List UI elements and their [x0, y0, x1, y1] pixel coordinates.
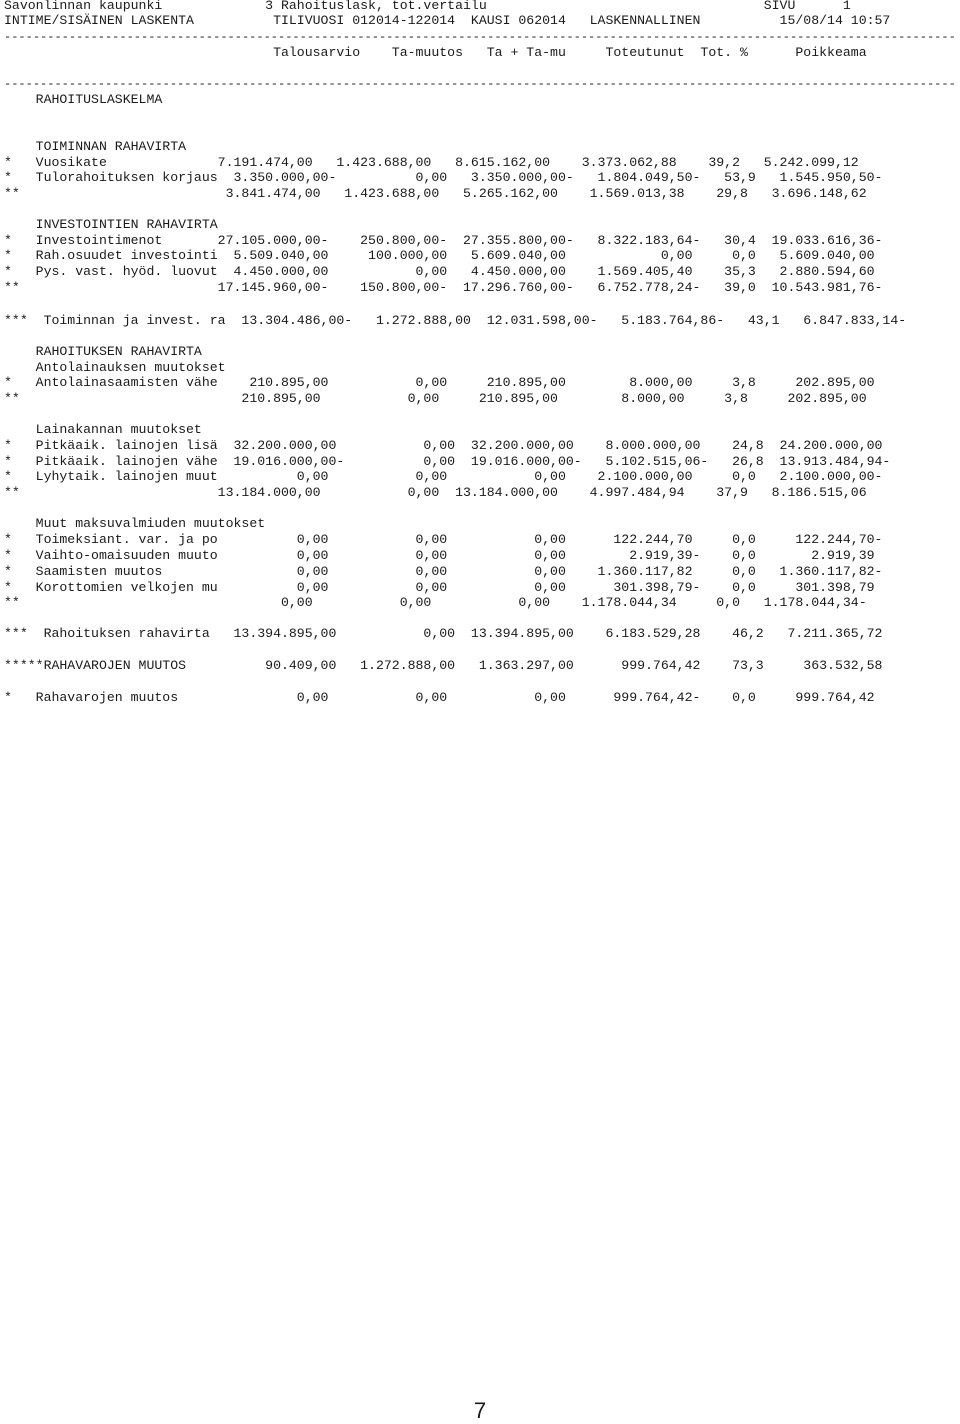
subtotal-row: ** 210.895,00 0,00 210.895,00 8.000,00 3,8 202.895,00 [4, 391, 867, 406]
subtotal-row: ** 3.841.474,00 1.423.688,00 5.265.162,00 1.569.013,38 29,8 3.696.148,62 [4, 186, 867, 201]
subtotal-row: ** 13.184.000,00 0,00 13.184.000,00 4.997.484,94 37,9 8.186.515,06 [4, 485, 867, 500]
table-row: * Lyhytaik. lainojen muut 0,00 0,00 0,00 2.100.000,00 0,0 2.100.000,00- [4, 469, 883, 484]
column-headers: Talousarvio Ta-muutos Ta + Ta-mu Toteutunut Tot. % Poikkeama [4, 45, 867, 60]
table-row: * Pys. vast. hyöd. luovut 4.450.000,00 0,00 4.450.000,00 1.569.405,40 35,3 2.880.594,60 [4, 264, 875, 279]
table-row: * Saamisten muutos 0,00 0,00 0,00 1.360.117,82 0,0 1.360.117,82- [4, 564, 883, 579]
table-row: * Pitkäaik. lainojen vähe 19.016.000,00- 0,00 19.016.000,00- 5.102.515,06- 26,8 13.913.484,94- [4, 454, 891, 469]
table-row: * Rah.osuudet investointi 5.509.040,00 100.000,00 5.609.040,00 0,00 0,0 5.609.040,00 [4, 248, 875, 263]
header-org-line: Savonlinnan kaupunki 3 Rahoituslask, tot.vertailu SIVU 1 [4, 0, 851, 13]
table-row: * Tulorahoituksen korjaus 3.350.000,00- 0,00 3.350.000,00- 1.804.049,50- 53,9 1.545.950,50- [4, 170, 883, 185]
subgroup-heading: Muut maksuvalmiuden muutokset [4, 516, 266, 531]
subgroup-heading: Antolainauksen muutokset [4, 360, 226, 375]
section-title: RAHOITUSLASKELMA [4, 92, 163, 107]
header-rule-top: ------------------------------------------------------------------------------------------------------------------------------------ [4, 30, 956, 44]
grand-total-row: *****RAHAVAROJEN MUUTOS 90.409,00 1.272.888,00 1.363.297,00 999.764,42 73,3 363.532,58 [4, 658, 883, 673]
group-heading: RAHOITUKSEN RAHAVIRTA [4, 344, 202, 359]
table-row: * Vaihto-omaisuuden muuto 0,00 0,00 0,00 2.919,39- 0,0 2.919,39 [4, 548, 875, 563]
table-row: * Korottomien velkojen mu 0,00 0,00 0,00 301.398,79- 0,0 301.398,79 [4, 580, 875, 595]
table-row: * Antolainasaamisten vähe 210.895,00 0,00 210.895,00 8.000,00 3,8 202.895,00 [4, 375, 875, 390]
group-heading: TOIMINNAN RAHAVIRTA [4, 139, 187, 154]
total-row: *** Toiminnan ja invest. ra 13.304.486,00- 1.272.888,00 12.031.598,00- 5.183.764,86- 43,1 6.847.833,14- [4, 313, 907, 328]
table-row: * Toimeksiant. var. ja po 0,00 0,00 0,00 122.244,70 0,0 122.244,70- [4, 532, 883, 547]
table-row: * Pitkäaik. lainojen lisä 32.200.000,00 0,00 32.200.000,00 8.000.000,00 24,8 24.200.000,00 [4, 438, 883, 453]
page-number: 7 [473, 1398, 487, 1423]
total-row: *** Rahoituksen rahavirta 13.394.895,00 0,00 13.394.895,00 6.183.529,28 46,2 7.211.365,72 [4, 626, 883, 641]
table-row: * Vuosikate 7.191.474,00 1.423.688,00 8.615.162,00 3.373.062,88 39,2 5.242.099,12 [4, 155, 859, 170]
subtotal-row: ** 17.145.960,00- 150.800,00- 17.296.760,00- 6.752.778,24- 39,0 10.543.981,76- [4, 280, 883, 295]
table-row: * Rahavarojen muutos 0,00 0,00 0,00 999.764,42- 0,0 999.764,42 [4, 690, 875, 705]
table-row: * Investointimenot 27.105.000,00- 250.800,00- 27.355.800,00- 8.322.183,64- 30,4 19.033.616,36- [4, 233, 883, 248]
header-period-line: INTIME/SISÄINEN LASKENTA TILIVUOSI 012014-122014 KAUSI 062014 LASKENNALLINEN 15/08/14 10:57 [4, 13, 891, 28]
group-heading: INVESTOINTIEN RAHAVIRTA [4, 217, 218, 232]
subtotal-row: ** 0,00 0,00 0,00 1.178.044,34 0,0 1.178.044,34- [4, 595, 867, 610]
header-rule-bottom: ------------------------------------------------------------------------------------------------------------------------------------ [4, 77, 956, 91]
subgroup-heading: Lainakannan muutokset [4, 422, 202, 437]
